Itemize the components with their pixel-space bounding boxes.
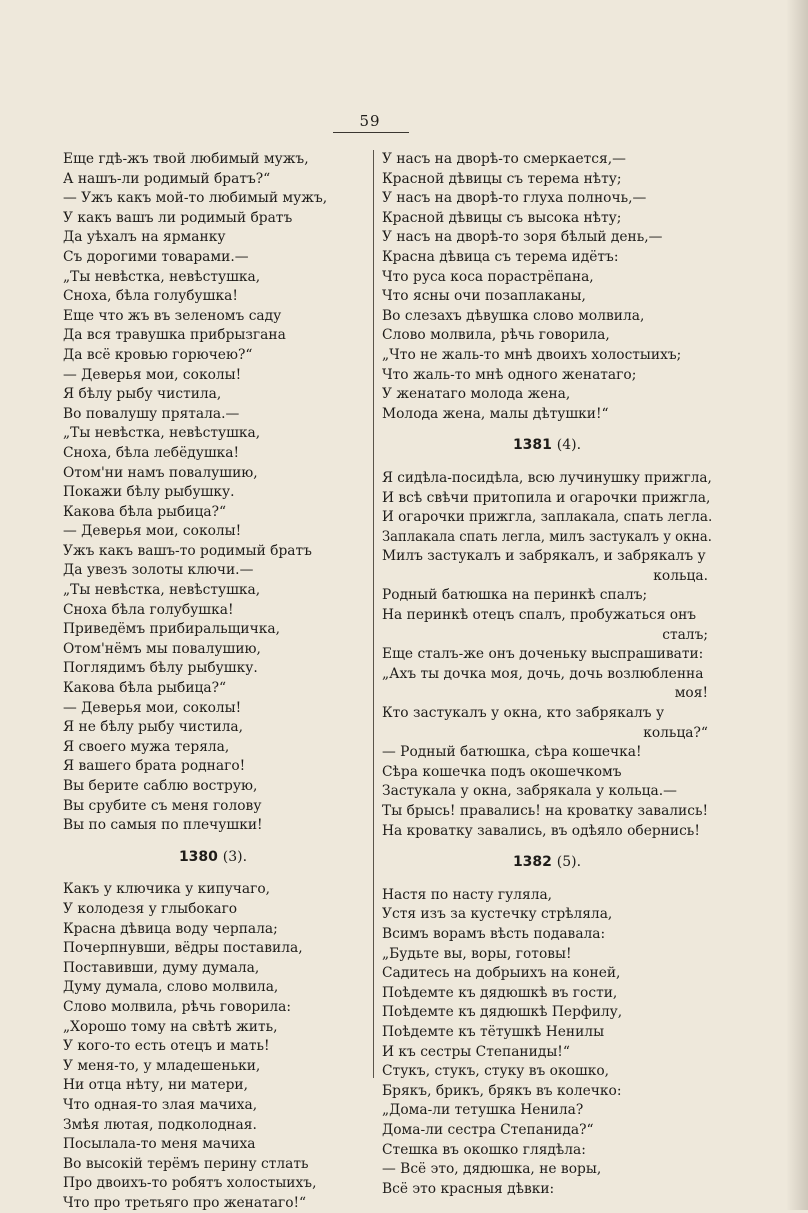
- verse-line: Устя изъ за кустечку стрѣляла,: [382, 906, 613, 923]
- verse-line: И всѣ свѣчи притопила и огарочки прижгла,: [382, 489, 711, 506]
- verse-line: Родный батюшка на перинкѣ спалъ;: [382, 587, 648, 604]
- verse-line: Вы по самыя по плечушки!: [63, 817, 263, 834]
- poem-number: 1381: [512, 437, 552, 454]
- verse-line: „Что не жаль-то мнѣ двоихъ холостыихъ;: [382, 346, 682, 363]
- verse-line: У женатаго молода жена,: [382, 386, 571, 403]
- poem-block-continued-right: [382, 150, 712, 424]
- verse-line: Я вашего брата роднаго!: [63, 758, 246, 775]
- verse-line: Посылала-то меня мачиха: [63, 1136, 256, 1153]
- verse-line: Красна дѣвица съ терема идётъ:: [382, 248, 619, 265]
- verse-line: Красна дѣвица воду черпала;: [63, 920, 278, 937]
- verse-line: У насъ на дворѣ-то зоря бѣлый день,—: [382, 229, 663, 246]
- verse-line: Да увезъ золоты ключи.—: [63, 562, 254, 579]
- verse-line: Молода жена, малы дѣтушки!“: [382, 405, 609, 422]
- verse-line: Поѣдемте къ дядюшкѣ въ гости,: [382, 984, 618, 1001]
- verse-line: — Деверья мои, соколы!: [63, 523, 242, 540]
- verse-line: Покажи бѣлу рыбушку.: [63, 484, 235, 501]
- verse-line: У кого-то есть отецъ и мать!: [63, 1038, 270, 1055]
- poem-heading-1380: [63, 848, 363, 868]
- verse-line: Еще сталъ-же онъ доченьку выспрашивати:: [382, 646, 704, 663]
- verse-line: Вы срубите съ меня голову: [63, 797, 262, 814]
- verse-line: Поѣдемте къ тётушкѣ Ненилы: [382, 1023, 605, 1040]
- verse-line: Во высокій терёмъ перину стлать: [63, 1155, 309, 1172]
- verse-line: Что руса коса порастрёпана,: [382, 268, 594, 285]
- poem-heading-1382: [382, 853, 712, 873]
- verse-line: Во повалушу прятала.—: [63, 405, 240, 422]
- verse-line: — Деверья мои, соколы!: [63, 699, 242, 716]
- verse-line: Что ясны очи позаплаканы,: [382, 288, 586, 305]
- poem-block-continued: [63, 150, 363, 836]
- poem-subnumber: (4).: [556, 437, 582, 454]
- verse-line: „Ты невѣстка, невѣстушка,: [63, 425, 261, 442]
- verse-line: Я своего мужа теряла,: [63, 738, 230, 755]
- verse-line: Да всё кровью горючею?“: [63, 346, 253, 363]
- verse-line: Поглядимъ бѣлу рыбушку.: [63, 660, 258, 677]
- verse-line: Заплакала спать легла, милъ застукалъ у окна.: [382, 528, 712, 545]
- verse-line: Поставивши, думу думала,: [63, 959, 260, 976]
- verse-line: У меня-то, у младешеньки,: [63, 1057, 261, 1074]
- verse-line: Что одная-то злая мачиха,: [63, 1096, 258, 1113]
- verse-line: — Родный батюшка, сѣра кошечка!: [382, 744, 642, 761]
- verse-line: Слово молвила, рѣчь говорила:: [63, 998, 292, 1015]
- verse-line: Сноха, бѣла голубушка!: [63, 288, 238, 305]
- verse-line: Змѣя лютая, подколодная.: [63, 1116, 257, 1133]
- verse-line: Стукъ, стукъ, стуку въ окошко,: [382, 1063, 610, 1080]
- poem-number: 1382: [512, 854, 552, 871]
- poem-heading-1381: [382, 436, 712, 456]
- page-spine-shadow: [786, 0, 808, 1210]
- verse-line: Сноха, бѣла лебёдушка!: [63, 444, 240, 461]
- verse-line: Милъ застукалъ и забрякалъ, и забрякалъ у: [382, 548, 706, 565]
- verse-line: Почерпнувши, вёдры поставила,: [63, 940, 303, 957]
- verse-line: Да уѣхалъ на ярманку: [63, 229, 226, 246]
- verse-line: — Деверья мои, соколы!: [63, 366, 242, 383]
- verse-line: Сноха бѣла голубушка!: [63, 601, 234, 618]
- verse-line: Что про третьяго про женатаго!“: [63, 1194, 307, 1211]
- verse-line: Какова бѣла рыбица?“: [63, 680, 227, 697]
- verse-line: У насъ на дворѣ-то смеркается,—: [382, 151, 626, 167]
- verse-line: „Ахъ ты дочка моя, дочь, дочь возлюбленна: [382, 665, 704, 682]
- verse-line: Какова бѣла рыбица?“: [63, 503, 227, 520]
- column-divider: [373, 150, 374, 1078]
- verse-line-continuation: моя!: [674, 685, 708, 702]
- left-column: [63, 150, 363, 1213]
- verse-line: Приведёмъ прибиральщичка,: [63, 621, 280, 638]
- poem-block-1382: [382, 886, 712, 1200]
- verse-line: Настя по насту гуляла,: [382, 886, 553, 903]
- verse-line: Всимъ ворамъ вѣсть подавала:: [382, 925, 606, 942]
- verse-line: Кто застукалъ у окна, кто забрякалъ у: [382, 705, 665, 722]
- verse-line: „Хорошо тому на свѣтѣ жить,: [63, 1018, 278, 1035]
- verse-line: — Всё это, дядюшка, не воры,: [382, 1161, 602, 1178]
- verse-line: Съ дорогими товарами.—: [63, 248, 249, 265]
- verse-line: Отом'нёмъ мы повалушию,: [63, 640, 261, 657]
- verse-line: Еще гдѣ-жъ твой любимый мужъ,: [63, 151, 309, 167]
- verse-line: „Ты невѣстка, невѣстушка,: [63, 582, 261, 599]
- verse-line: „Ты невѣстка, невѣстушка,: [63, 268, 261, 285]
- verse-line: Красной дѣвицы съ терема нѣту;: [382, 170, 622, 187]
- verse-line: Я не бѣлу рыбу чистила,: [63, 719, 244, 736]
- verse-line: Садитесь на добрыихъ на коней,: [382, 965, 621, 982]
- verse-line: У какъ вашъ ли родимый братъ: [63, 209, 293, 226]
- verse-line: Да вся травушка прибрызгана: [63, 327, 286, 344]
- verse-line: Брякъ, брикъ, брякъ въ колечко:: [382, 1082, 622, 1099]
- verse-line: Дома-ли сестра Степанида?“: [382, 1121, 594, 1138]
- verse-line: Сѣра кошечка подъ окошечкомъ: [382, 763, 622, 780]
- verse-line: И огарочки прижгла, заплакала, спать легла.: [382, 509, 713, 526]
- verse-line: Поѣдемте къ дядюшкѣ Перфилу,: [382, 1004, 623, 1021]
- poem-block-1380: [63, 880, 363, 1213]
- verse-line: У колодезя у глыбокаго: [63, 900, 238, 917]
- verse-line: Какъ у ключика у кипучаго,: [63, 881, 271, 898]
- poem-number: 1380: [178, 848, 218, 865]
- verse-line-continuation: сталъ;: [662, 626, 708, 643]
- verse-line: Слово молвила, рѣчь говорила,: [382, 327, 610, 344]
- verse-line: Еще что жъ въ зеленомъ саду: [63, 307, 282, 324]
- verse-line: Ты брысь! правались! на кроватку завались!: [382, 803, 709, 819]
- verse-line: На перинкѣ отецъ спалъ, пробужаться онъ: [382, 607, 697, 624]
- verse-line: И къ сестры Степаниды!“: [382, 1043, 570, 1060]
- verse-line-continuation: кольца?“: [643, 724, 708, 741]
- verse-line: Про двоихъ-то робятъ холостыихъ,: [63, 1175, 317, 1192]
- right-column: [382, 150, 712, 1199]
- poem-subnumber: (3).: [222, 848, 248, 865]
- verse-line: „Будьте вы, воры, готовы!: [382, 945, 572, 962]
- page-number: 59: [359, 112, 381, 130]
- poem-subnumber: (5).: [556, 854, 582, 871]
- verse-line-continuation: кольца.: [653, 567, 708, 584]
- verse-line: Ни отца нѣту, ни матери,: [63, 1077, 249, 1094]
- verse-line: Думу думала, слово молвила,: [63, 979, 279, 996]
- poem-block-1381: [382, 469, 712, 841]
- verse-line: Я сидѣла-посидѣла, всю лучинушку прижгла,: [382, 469, 712, 486]
- verse-line: Красной дѣвицы съ высока нѣту;: [382, 209, 622, 226]
- verse-line: Отом'ни намъ повалушию,: [63, 464, 258, 481]
- verse-line: Я бѣлу рыбу чистила,: [63, 386, 222, 403]
- header-rule: [333, 132, 409, 133]
- verse-line: На кроватку завались, въ одѣяло обернись!: [382, 822, 700, 839]
- verse-line: Вы берите саблю вострую,: [63, 778, 258, 794]
- verse-line: Ужъ какъ вашъ-то родимый братъ: [63, 542, 312, 559]
- verse-line: Всё это красныя дѣвки:: [382, 1180, 555, 1197]
- verse-line: — Ужъ какъ мой-то любимый мужъ,: [63, 190, 328, 207]
- verse-line: Застукала у окна, забрякала у кольца.—: [382, 783, 677, 800]
- verse-line: Что жаль-то мнѣ одного женатаго;: [382, 366, 637, 383]
- verse-line: У насъ на дворѣ-то глуха полночь,—: [382, 190, 647, 207]
- verse-line: А нашъ-ли родимый братъ?“: [63, 170, 271, 187]
- verse-line: Во слезахъ дѣвушка слово молвила,: [382, 307, 645, 324]
- verse-line: Стешка въ окошко глядѣла:: [382, 1141, 586, 1158]
- verse-line: „Дома-ли тетушка Ненила?: [382, 1102, 584, 1119]
